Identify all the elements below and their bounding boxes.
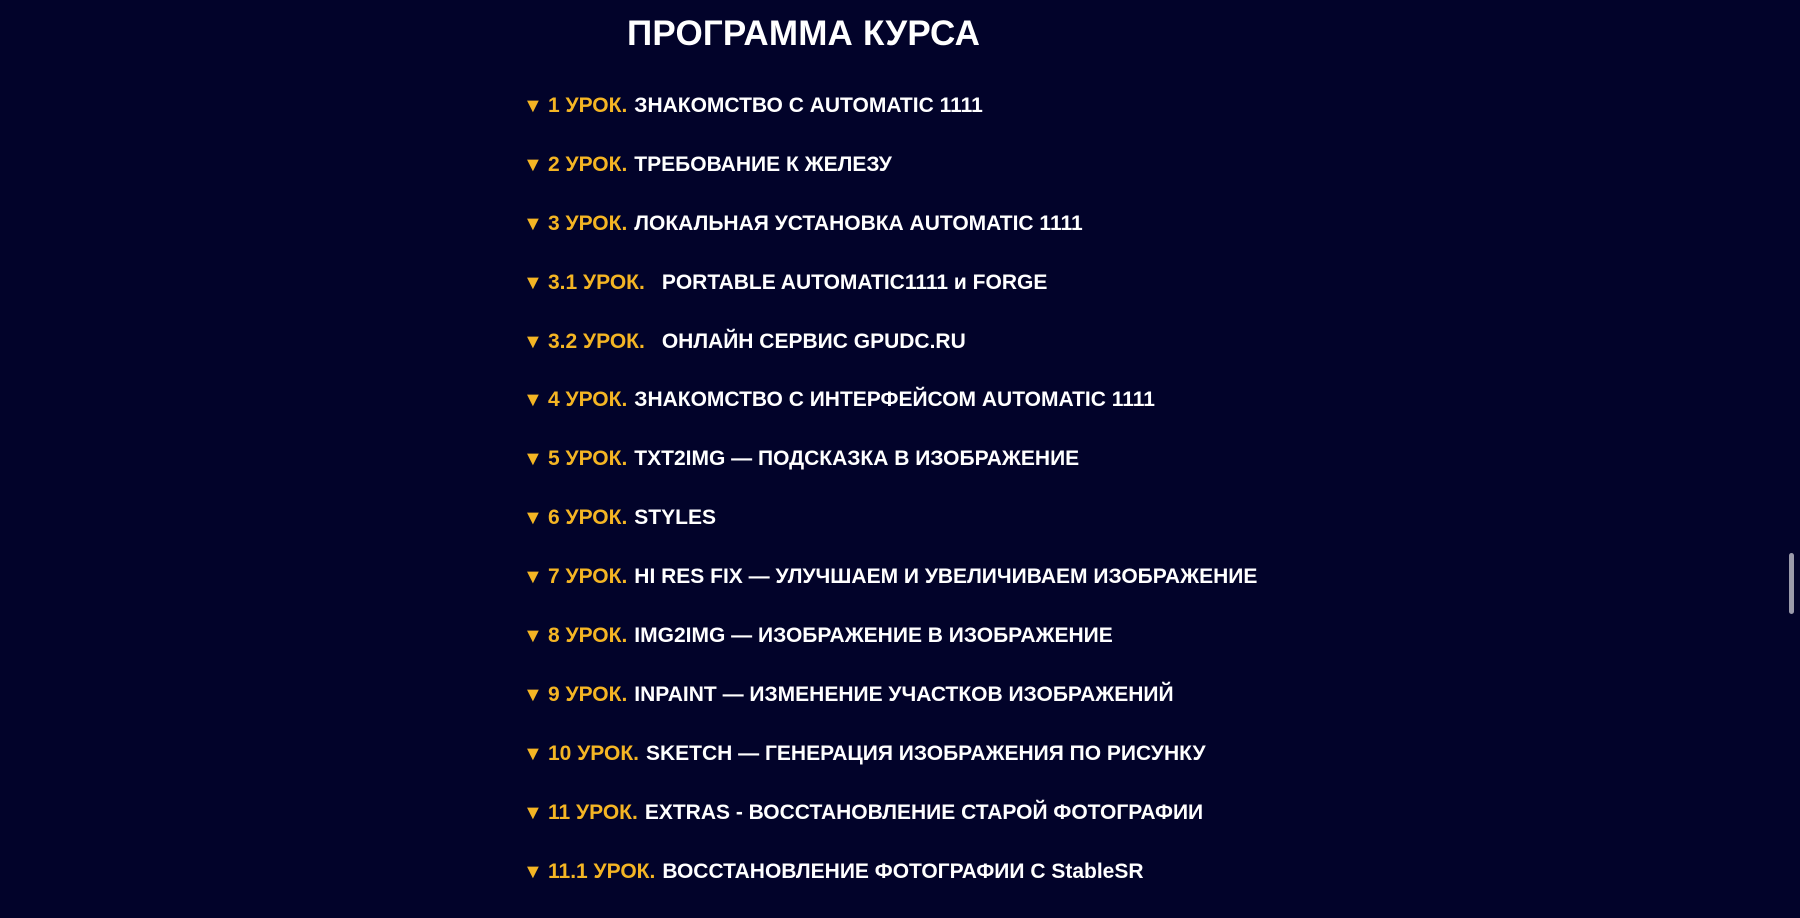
lesson-title: ЛОКАЛЬНАЯ УСТАНОВКА AUTOMATIC 1111 xyxy=(634,211,1083,235)
lesson-title: ЗНАКОМСТВО С ИНТЕРФЕЙСОМ AUTOMATIC 1111 xyxy=(634,388,1155,412)
triangle-down-icon: ▼ xyxy=(523,507,543,530)
lesson-title: TXT2IMG — ПОДСКАЗКА В ИЗОБРАЖЕНИЕ xyxy=(634,447,1080,471)
lesson-item-11[interactable] xyxy=(523,801,1523,860)
scrollbar-thumb[interactable] xyxy=(1789,553,1794,614)
lesson-title: ЗНАКОМСТВО С AUTOMATIC 1111 xyxy=(634,94,983,117)
lesson-title: STYLES xyxy=(634,506,716,530)
triangle-down-icon: ▼ xyxy=(523,801,543,824)
triangle-down-icon: ▼ xyxy=(523,860,543,883)
lesson-title: SKETCH — ГЕНЕРАЦИЯ ИЗОБРАЖЕНИЯ ПО РИСУНКУ xyxy=(645,741,1206,765)
triangle-down-icon: ▼ xyxy=(523,330,543,353)
triangle-down-icon: ▼ xyxy=(523,448,543,471)
lesson-title: EXTRAS - ВОССТАНОВЛЕНИЕ СТАРОЙ ФОТОГРАФИИ xyxy=(644,800,1204,824)
lesson-item-3[interactable] xyxy=(523,212,1523,271)
lesson-title: ОНЛАЙН СЕРВИС GPUDC.RU xyxy=(661,329,966,353)
lesson-title: HI RES FIX — УЛУЧШАЕМ И УВЕЛИЧИВАЕМ ИЗОБРАЖЕНИЕ xyxy=(634,565,1258,589)
lesson-item-10[interactable] xyxy=(523,742,1523,801)
lesson-title: IMG2IMG — ИЗОБРАЖЕНИЕ В ИЗОБРАЖЕНИЕ xyxy=(634,624,1113,648)
lesson-number: 8 УРОК. xyxy=(548,624,628,648)
triangle-down-icon: ▼ xyxy=(523,742,543,765)
lesson-number: 1 УРОК. xyxy=(548,94,628,117)
lesson-number: 4 УРОК. xyxy=(548,388,628,412)
lesson-item-1[interactable] xyxy=(523,94,1523,153)
triangle-down-icon: ▼ xyxy=(523,566,543,589)
lesson-number: 5 УРОК. xyxy=(548,447,628,471)
lesson-title: INPAINT — ИЗМЕНЕНИЕ УЧАСТКОВ ИЗОБРАЖЕНИЙ xyxy=(634,682,1174,706)
lesson-title: PORTABLE AUTOMATIC1111 и FORGE xyxy=(661,270,1048,294)
lesson-number: 11 УРОК. xyxy=(548,800,638,824)
lesson-title: ТРЕБОВАНИЕ К ЖЕЛЕЗУ xyxy=(634,152,892,176)
triangle-down-icon: ▼ xyxy=(523,271,543,294)
lesson-item-11-1[interactable] xyxy=(523,860,1523,918)
triangle-down-icon: ▼ xyxy=(523,389,543,412)
lesson-number: 7 УРОК. xyxy=(548,565,628,589)
lesson-number: 10 УРОК. xyxy=(548,741,639,765)
triangle-down-icon: ▼ xyxy=(523,212,543,235)
lesson-number: 3.1 УРОК. xyxy=(548,270,645,294)
lesson-number: 6 УРОК. xyxy=(548,506,628,530)
page-title: ПРОГРАММА КУРСА xyxy=(627,14,981,53)
vertical-scrollbar[interactable] xyxy=(1782,0,1800,914)
lesson-item-8[interactable] xyxy=(523,624,1523,683)
lesson-number: 2 УРОК. xyxy=(548,152,628,176)
lesson-number: 9 УРОК. xyxy=(548,682,628,706)
lesson-item-5[interactable] xyxy=(523,447,1523,506)
lesson-item-3-1[interactable] xyxy=(523,271,1523,330)
lesson-item-6[interactable] xyxy=(523,506,1523,565)
triangle-down-icon: ▼ xyxy=(523,95,543,117)
lesson-title: ВОССТАНОВЛЕНИЕ ФОТОГРАФИИ С StableSR xyxy=(662,859,1144,883)
lesson-number: 3 УРОК. xyxy=(548,211,628,235)
triangle-down-icon: ▼ xyxy=(523,625,543,648)
triangle-down-icon: ▼ xyxy=(523,683,543,706)
lesson-item-9[interactable] xyxy=(523,683,1523,742)
lesson-item-7[interactable] xyxy=(523,565,1523,624)
lesson-number: 11.1 УРОК. xyxy=(548,859,656,883)
lesson-item-4[interactable] xyxy=(523,388,1523,447)
lesson-list xyxy=(523,94,1523,918)
lesson-number: 3.2 УРОК. xyxy=(548,329,645,353)
lesson-item-2[interactable] xyxy=(523,153,1523,212)
triangle-down-icon: ▼ xyxy=(523,153,543,176)
lesson-item-3-2[interactable] xyxy=(523,330,1523,389)
